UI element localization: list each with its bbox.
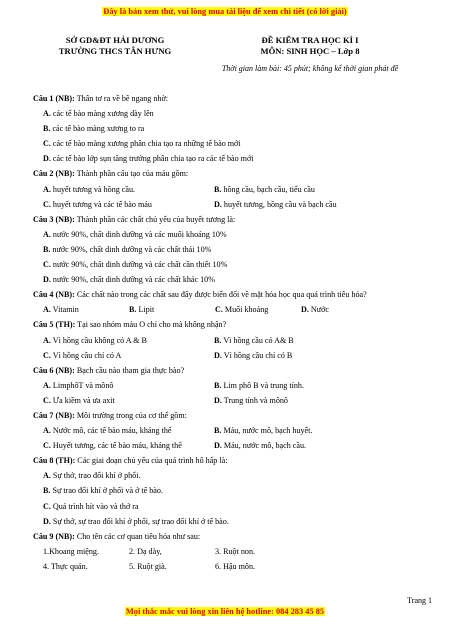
option-row: [33, 336, 433, 347]
option: B. Lim phô B và trung tính.: [214, 380, 304, 390]
option: B. Vì hồng cầu có A& B: [214, 335, 294, 345]
school-name: TRƯỜNG THCS TÂN HƯNG: [58, 46, 172, 56]
option: D. Nước: [301, 305, 330, 315]
option: A. Nước mô, các tế bào máu, kháng thể: [43, 426, 172, 436]
option-row: [33, 441, 433, 452]
question: Câu 5 (TH): Tại sao nhóm máu O chỉ cho mà không nhận?: [33, 320, 227, 330]
option: A. LimphôT và mônô: [43, 380, 114, 390]
question: Câu 2 (NB): Thành phần cấu tạo của máu gồm:: [33, 169, 189, 179]
option: D. nước 90%, chất dinh dưỡng và các chất khác 10%: [43, 275, 215, 285]
list-item: 4. Thực quản.: [43, 561, 88, 571]
option-row: [33, 396, 433, 407]
time-note: Thời gian làm bài: 45 phút; không kể thời gian phát đề: [221, 64, 399, 73]
department-name: SỞ GD&ĐT HẢI DƯƠNG: [65, 35, 165, 45]
option-row: [33, 305, 433, 316]
item-row: [33, 547, 433, 558]
option: D. Máu, nước mô, bạch cầu.: [214, 441, 307, 451]
list-item: 1.Khoang miệng.: [43, 546, 99, 556]
list-item: 3. Ruột non.: [215, 546, 256, 556]
option: C. Quá trình hít vào và thở ra: [43, 501, 139, 511]
option: C. Muối khoáng: [215, 305, 269, 315]
option-row: [33, 351, 433, 362]
question: Câu 7 (NB): Môi trường trong của cơ thể gồm:: [33, 410, 187, 420]
option: B. Máu, nước mô, bạch huyết.: [214, 426, 313, 436]
option: C. Vì hồng cầu chỉ có A: [43, 350, 122, 360]
school-header: [30, 35, 200, 57]
option: B. các tế bào màng xương to ra: [43, 124, 145, 134]
question-list: [33, 94, 433, 573]
question: Câu 9 (NB): Cho tên các cơ quan tiêu hóa như sau:: [33, 531, 201, 541]
list-item: 2. Dạ dày,: [129, 546, 162, 556]
question: Câu 6 (NB): Bạch cầu nào tham gia thực bào?: [33, 365, 185, 375]
option-row: [33, 381, 433, 392]
subject-line: MÔN: SINH HỌC – Lớp 8: [260, 46, 360, 56]
hotline-banner: Mọi thắc mắc vui lòng xin liên hệ hotline: 084 283 45 85: [125, 607, 325, 616]
option-row: [33, 185, 433, 196]
option: C. các tế bào màng xương phân chia tạo ra những tế bào mới: [43, 139, 241, 149]
question: Câu 4 (NB): Các chất nào trong các chất sau đây được biến đổi về mặt hóa học qua quá trình tiêu hóa?: [33, 290, 367, 300]
option: A. huyết tương và hồng cầu.: [43, 184, 136, 194]
option: C. nước 90%, chất dinh dưỡng và các chất cần thiết 10%: [43, 260, 228, 270]
option-row: [33, 426, 433, 437]
option: B. Sự trao đổi khí ở phổi và ở tế bào.: [43, 486, 163, 496]
exam-title: ĐỀ KIỂM TRA HỌC KÌ I: [261, 35, 359, 45]
preview-banner: Đây là bản xem thử, vui lòng mua tài liệu để xem chi tiết (có lời giải): [103, 7, 347, 16]
option: C. huyết tương và các tế bào máu: [43, 199, 152, 209]
option: C. Ưa kiềm và ưa axit: [43, 395, 115, 405]
option: A. Vì hồng cầu không có A & B: [43, 335, 147, 345]
item-row: [33, 562, 433, 573]
question: Câu 1 (NB): Thân tơ ra về bề ngang nhờ:: [33, 94, 168, 103]
option: D. huyết tương, hồng cầu và bạch cầu: [214, 199, 337, 209]
option: B. nước 90%, chất dinh dưỡng và các chất thải 10%: [43, 244, 212, 254]
option: D. các tế bào lớp sụn tăng trưởng phân chia tạo ra các tế bào mới: [43, 154, 254, 164]
option-row: [33, 200, 433, 211]
option: A. Sự thở, trao đổi khí ở phổi.: [43, 471, 141, 481]
question: Câu 8 (TH): Các giai đoạn chủ yếu của quá trình hô hấp là:: [33, 456, 228, 466]
option: B. Lipit: [129, 305, 155, 315]
option: A. nước 90%, chất dinh dưỡng và các muối khoáng 10%: [43, 229, 227, 239]
option: A. Vitamin: [43, 305, 79, 315]
list-item: 6. Hậu môn.: [215, 561, 256, 571]
option: D. Sự thở, sự trao đổi khí ở phổi, sự trao đổi khí ở tế bào.: [43, 516, 229, 526]
exam-header: [210, 35, 410, 57]
question: Câu 3 (NB): Thành phần các chất chủ yếu của huyết tương là:: [33, 214, 236, 224]
list-item: 5. Ruột già.: [129, 561, 167, 571]
option: B. hồng cầu, bạch cầu, tiểu cầu: [214, 184, 315, 194]
option: D. Trung tính và mônô: [214, 395, 288, 405]
option: C. Huyết tương, các tế bào máu, kháng thể: [43, 441, 182, 451]
option: A. các tế bào màng xương dày lên: [43, 109, 154, 119]
page-number: Trang 1: [407, 596, 432, 605]
option: D. Vì hồng cầu chỉ có B: [214, 350, 293, 360]
